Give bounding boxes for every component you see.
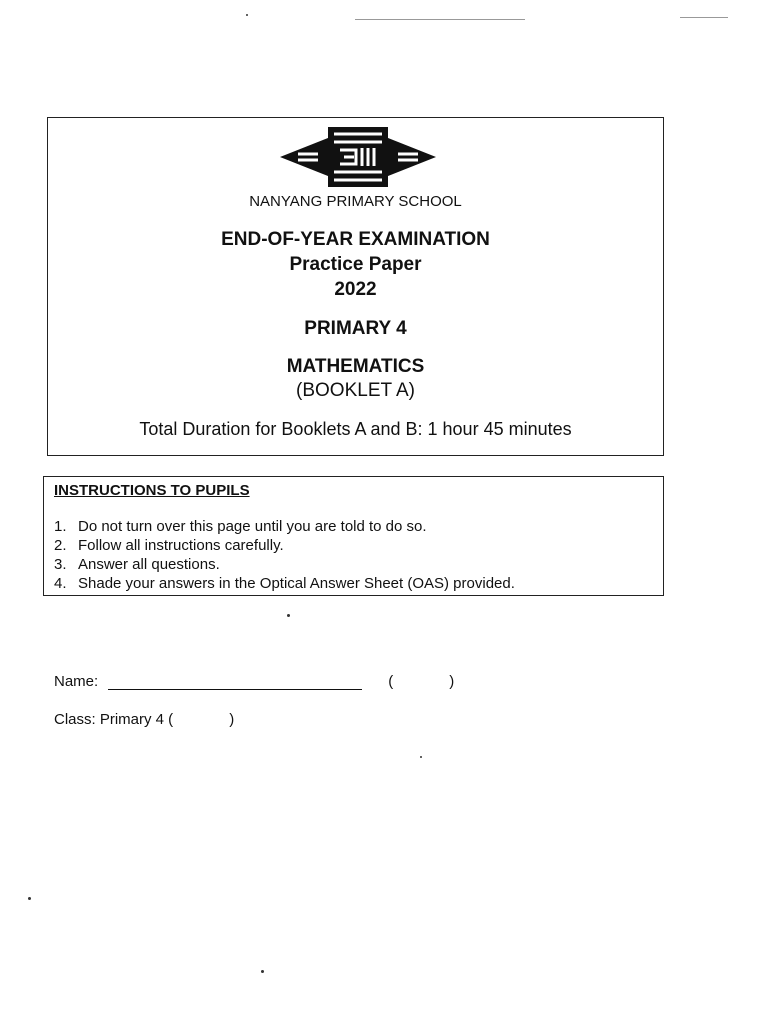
primary-level: PRIMARY 4 [304, 318, 407, 339]
instructions-list [54, 517, 515, 593]
list-item: 4. Shade your answers in the Optical Answer Sheet (OAS) provided. [54, 575, 515, 592]
scan-speck [261, 970, 264, 973]
paper-type: Practice Paper [289, 254, 422, 275]
scan-mark [680, 17, 728, 18]
school-crest-icon [278, 124, 438, 190]
school-name: NANYANG PRIMARY SCHOOL [249, 193, 462, 210]
exam-year: 2022 [334, 279, 377, 300]
register-number-field[interactable]: ( ) [388, 673, 455, 690]
name-label: Name: [54, 673, 99, 690]
subject-title: MATHEMATICS [286, 356, 425, 377]
class-label: Class: Primary 4 ( [54, 711, 174, 728]
duration-text: Total Duration for Booklets A and B: 1 hour 45 minutes [139, 419, 572, 439]
class-row: Class: Primary 4 ( ) [54, 711, 235, 728]
name-field[interactable] [108, 675, 362, 690]
scan-speck [246, 14, 248, 16]
exam-title: END-OF-YEAR EXAMINATION [221, 229, 490, 250]
scan-speck [287, 614, 290, 617]
list-item: 1. Do not turn over this page until you are told to do so. [54, 518, 427, 535]
booklet-label: (BOOKLET A) [296, 380, 415, 401]
scan-speck [420, 756, 422, 758]
scan-speck [28, 897, 31, 900]
name-row [54, 673, 454, 690]
scan-mark [355, 19, 525, 20]
instructions-title: INSTRUCTIONS TO PUPILS [54, 482, 250, 499]
list-item: 3. Answer all questions. [54, 556, 220, 573]
list-item: 2. Follow all instructions carefully. [54, 537, 284, 554]
